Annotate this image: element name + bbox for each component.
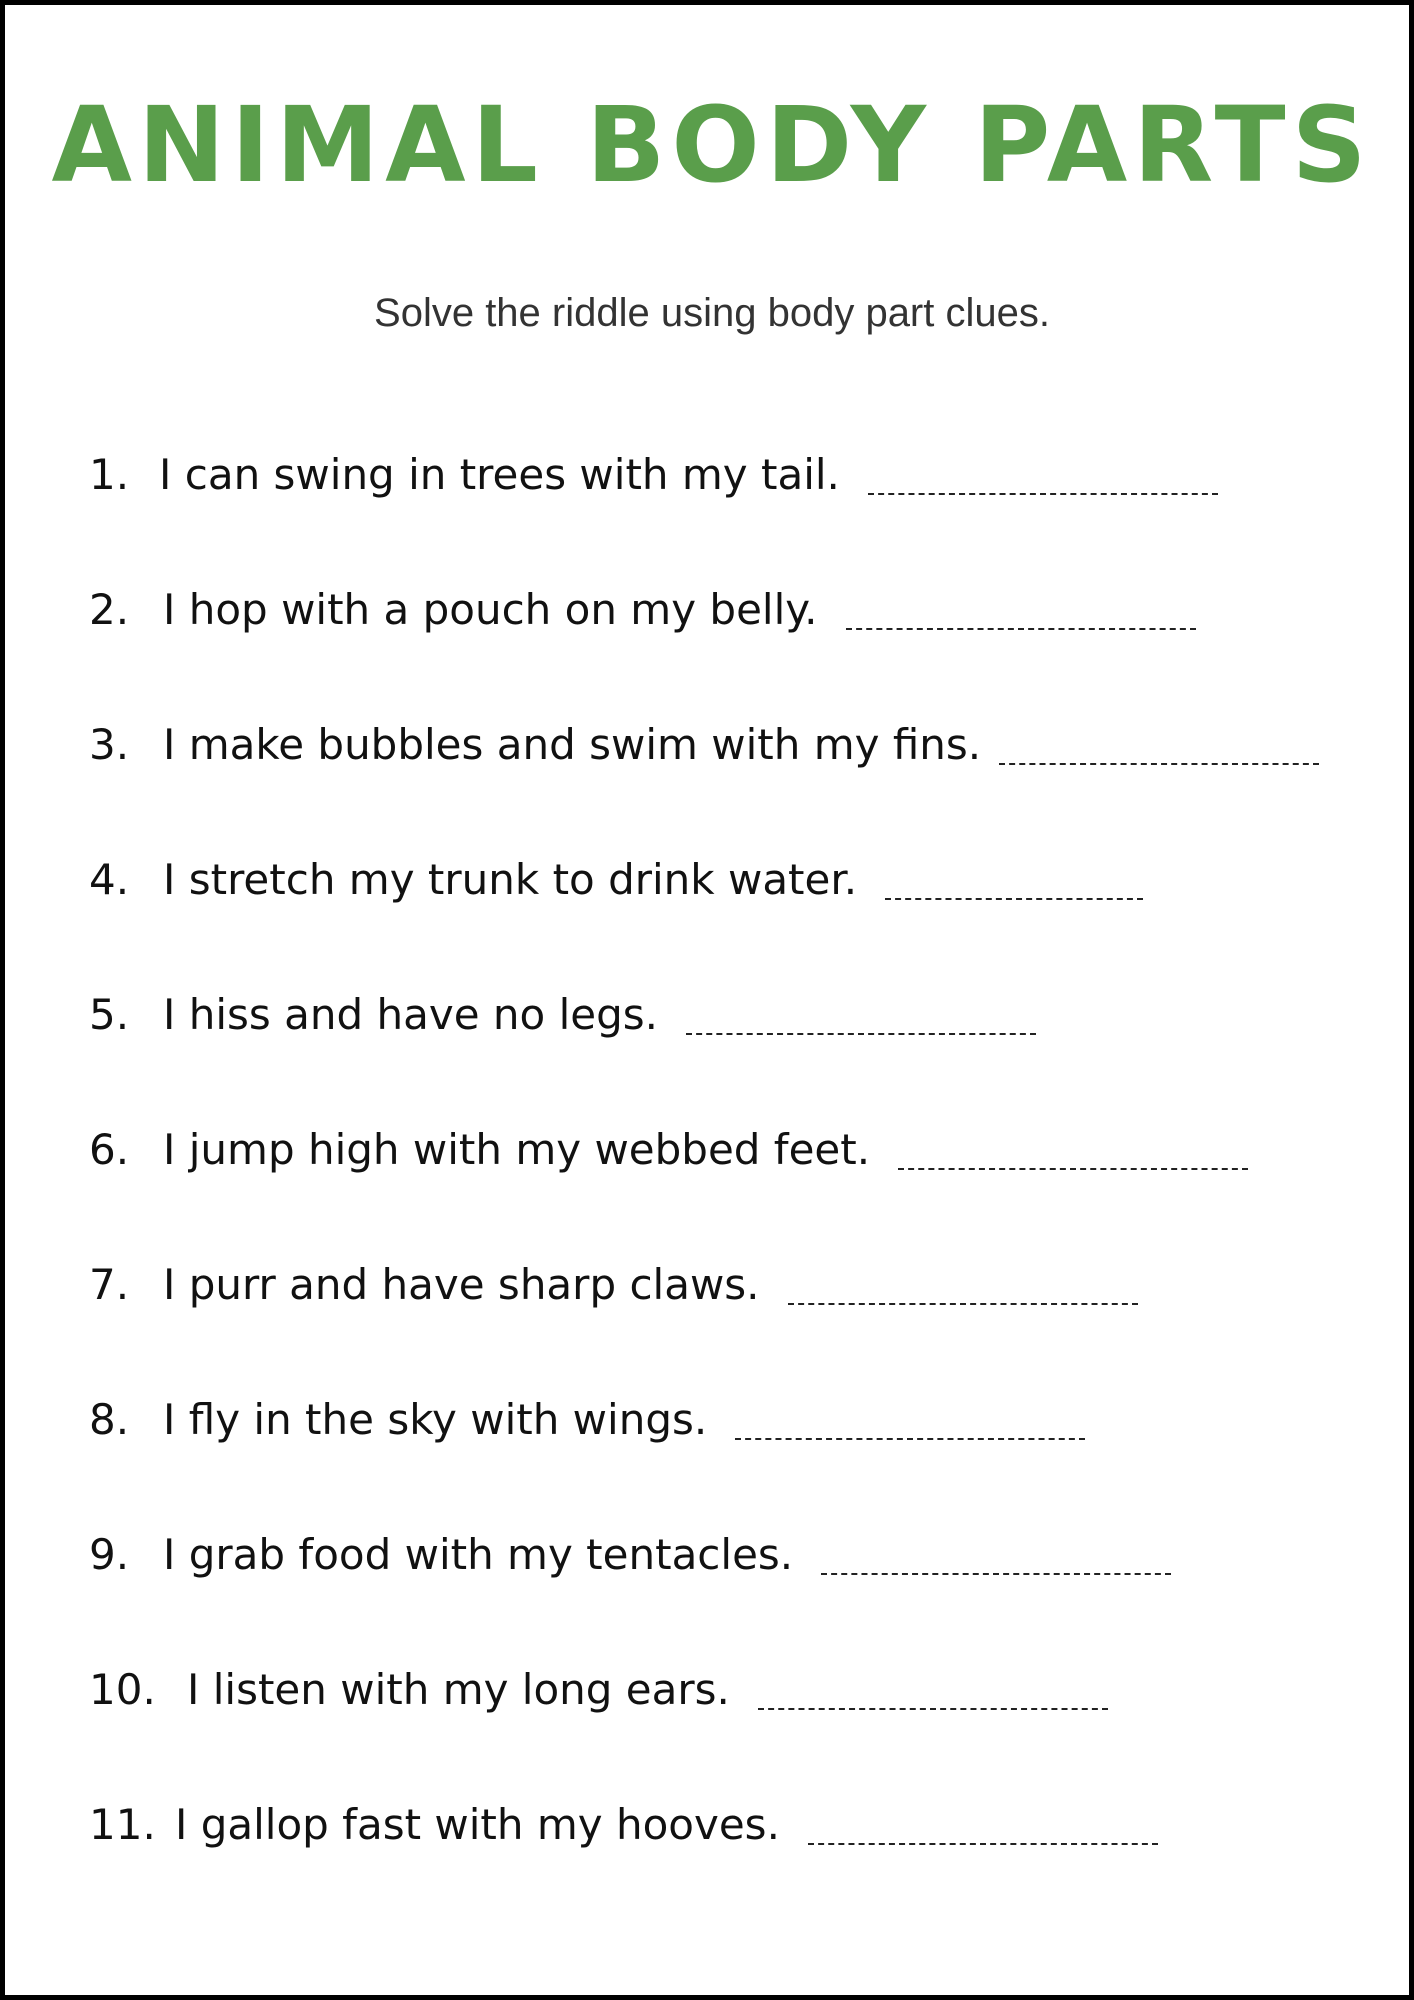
question-number: 11. [89, 1800, 156, 1849]
question-item [89, 1660, 1108, 1720]
answer-blank[interactable] [821, 1573, 1171, 1575]
answer-blank[interactable] [898, 1168, 1248, 1170]
answer-blank[interactable] [735, 1438, 1085, 1440]
question-text: I hop with a pouch on my belly. [163, 585, 818, 634]
question-item [89, 1390, 1085, 1450]
answer-blank[interactable] [758, 1708, 1108, 1710]
question-item [89, 985, 1036, 1045]
question-text: I fly in the sky with wings. [163, 1395, 708, 1444]
question-text: I stretch my trunk to drink water. [163, 855, 858, 904]
page-subtitle: Solve the riddle using body part clues. [374, 291, 1050, 335]
question-text: I gallop fast with my hooves. [175, 1800, 780, 1849]
question-number: 2. [89, 585, 130, 634]
answer-blank[interactable] [686, 1033, 1036, 1035]
question-text: I hiss and have no legs. [163, 990, 658, 1039]
answer-blank[interactable] [846, 628, 1196, 630]
question-text: I jump high with my webbed feet. [163, 1125, 871, 1174]
question-item [89, 445, 1218, 505]
answer-blank[interactable] [999, 763, 1319, 765]
question-number: 9. [89, 1530, 130, 1579]
question-item [89, 1255, 1138, 1315]
question-number: 7. [89, 1260, 130, 1309]
question-number: 8. [89, 1395, 130, 1444]
answer-blank[interactable] [808, 1843, 1158, 1845]
answer-blank[interactable] [788, 1303, 1138, 1305]
question-number: 6. [89, 1125, 130, 1174]
question-number: 5. [89, 990, 130, 1039]
answer-blank[interactable] [885, 898, 1143, 900]
question-number: 4. [89, 855, 130, 904]
question-item [89, 850, 1143, 910]
question-text: I listen with my long ears. [187, 1665, 730, 1714]
question-number: 1. [89, 450, 130, 499]
question-text: I purr and have sharp claws. [163, 1260, 760, 1309]
question-text: I can swing in trees with my tail. [159, 450, 840, 499]
question-item [89, 1120, 1248, 1180]
question-text: I grab food with my tentacles. [163, 1530, 794, 1579]
page-title: ANIMAL BODY PARTS [51, 84, 1373, 206]
question-number: 3. [89, 720, 130, 769]
question-item [89, 1525, 1171, 1585]
question-text: I make bubbles and swim with my fins. [163, 720, 982, 769]
question-item [89, 715, 1319, 775]
question-item [89, 1795, 1158, 1855]
question-number: 10. [89, 1665, 156, 1714]
question-item [89, 580, 1196, 640]
answer-blank[interactable] [868, 493, 1218, 495]
